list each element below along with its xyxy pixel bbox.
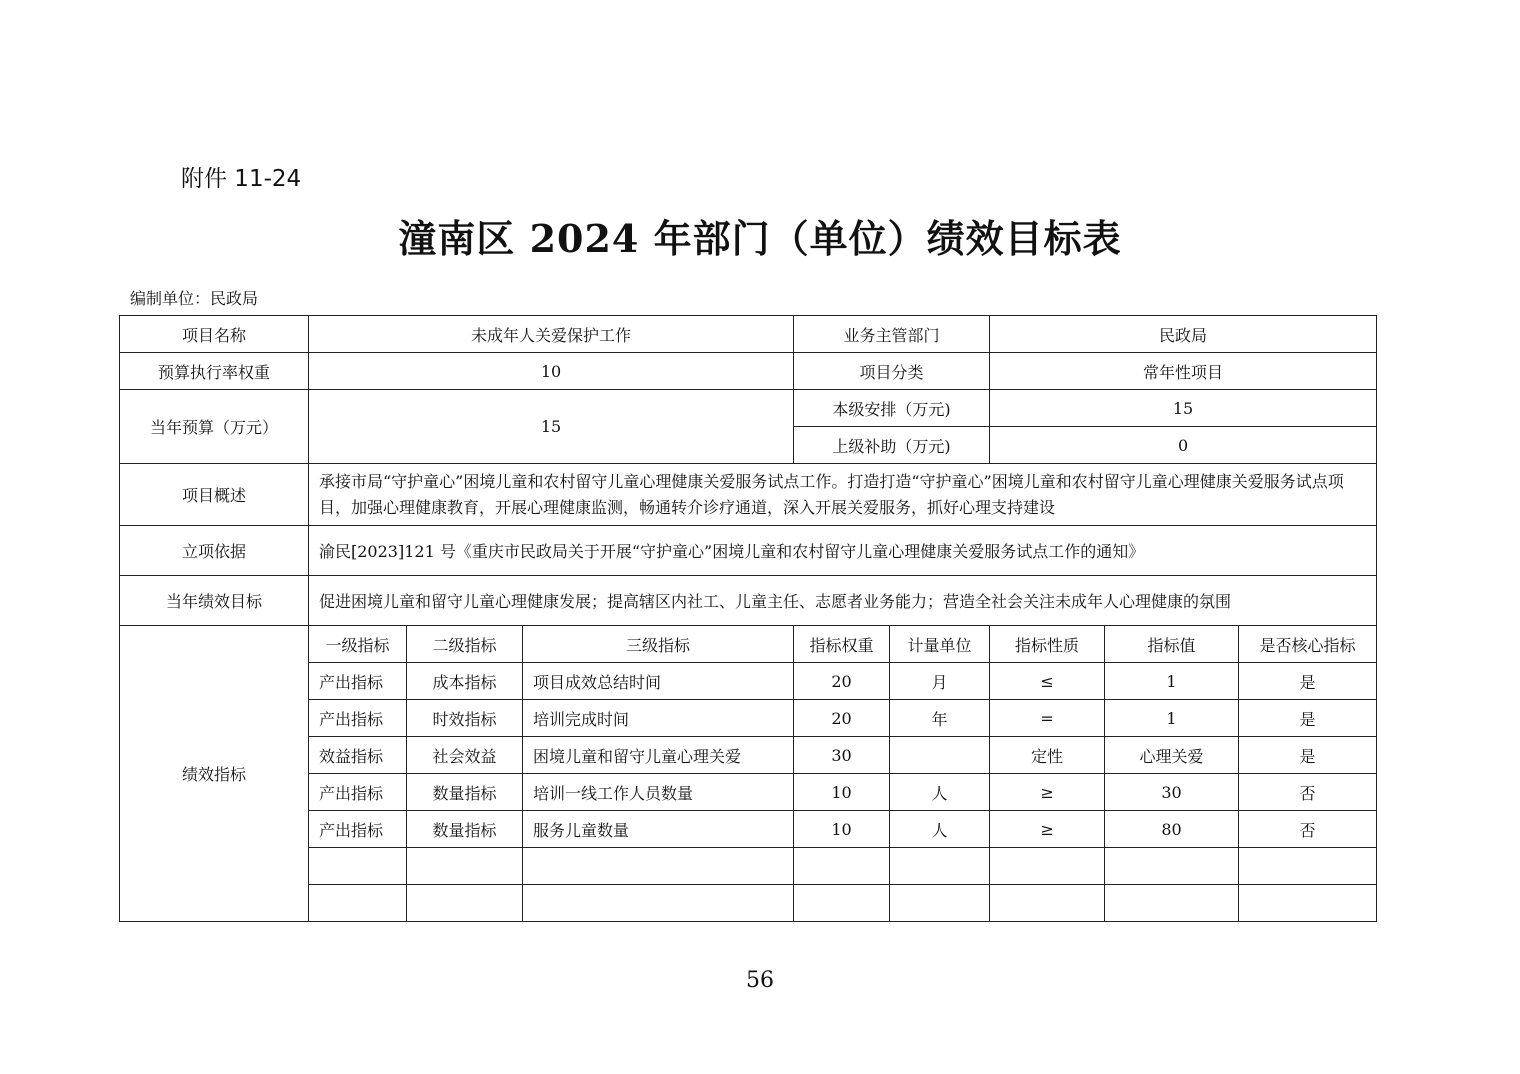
subsidy-label: 上级补助（万元) [794, 427, 990, 464]
dept-value: 民政局 [990, 316, 1377, 353]
row-goal [120, 576, 1377, 626]
local-value: 15 [990, 390, 1377, 427]
indicator-row [120, 700, 1377, 737]
indicator-blank-cell [990, 885, 1105, 922]
indicator-blank-cell [1239, 848, 1377, 885]
indicator-cell: 数量指标 [407, 811, 523, 848]
page-number: 56 [746, 968, 774, 993]
project-name-label: 项目名称 [120, 316, 309, 353]
budget-rate-label: 预算执行率权重 [120, 353, 309, 390]
indicator-cell: 月 [890, 663, 990, 700]
indicator-row [120, 774, 1377, 811]
indicator-blank-cell [407, 848, 523, 885]
row-annual-budget [120, 390, 1377, 427]
basis-label: 立项依据 [120, 526, 309, 576]
indicator-cell: 困境儿童和留守儿童心理关爱 [523, 737, 794, 774]
indicator-cell: 人 [890, 811, 990, 848]
indicator-cell: 人 [890, 774, 990, 811]
indicator-cell: 产出指标 [309, 663, 407, 700]
subsidy-value: 0 [990, 427, 1377, 464]
indicator-cell: ≤ [990, 663, 1105, 700]
project-name-value: 未成年人关爱保护工作 [309, 316, 794, 353]
indicator-column-header: 指标值 [1105, 626, 1239, 663]
indicator-blank-cell [407, 885, 523, 922]
indicator-cell: 培训一线工作人员数量 [523, 774, 794, 811]
performance-target-table [119, 315, 1377, 922]
indicator-blank-cell [523, 885, 794, 922]
indicator-blank-cell [990, 848, 1105, 885]
indicator-blank-row [120, 848, 1377, 885]
row-basis [120, 526, 1377, 576]
local-label: 本级安排（万元) [794, 390, 990, 427]
indicator-blank-cell [794, 848, 890, 885]
indicator-cell: 80 [1105, 811, 1239, 848]
indicator-blank-cell [523, 848, 794, 885]
indicator-cell: 产出指标 [309, 774, 407, 811]
indicator-blank-cell [890, 885, 990, 922]
indicator-blank-cell [309, 885, 407, 922]
indicator-cell: ≥ [990, 811, 1105, 848]
indicator-cell: 数量指标 [407, 774, 523, 811]
compiling-unit: 编制单位：民政局 [130, 289, 259, 308]
indicator-cell: 产出指标 [309, 700, 407, 737]
indicator-cell: 时效指标 [407, 700, 523, 737]
row-project-name [120, 316, 1377, 353]
indicator-blank-row [120, 885, 1377, 922]
indicator-blank-cell [794, 885, 890, 922]
indicator-cell: 项目成效总结时间 [523, 663, 794, 700]
row-budget-rate [120, 353, 1377, 390]
attachment-label: 附件 11-24 [181, 166, 302, 192]
indicator-blank-cell [1239, 885, 1377, 922]
indicator-cell: 30 [794, 737, 890, 774]
indicator-column-header: 计量单位 [890, 626, 990, 663]
page-title: 潼南区 2024 年部门（单位）绩效目标表 [398, 216, 1122, 261]
indicator-cell: 社会效益 [407, 737, 523, 774]
goal-label: 当年绩效目标 [120, 576, 309, 626]
indicator-row [120, 663, 1377, 700]
indicator-blank-cell [309, 848, 407, 885]
indicators-label: 绩效指标 [120, 626, 309, 922]
indicator-cell: 否 [1239, 774, 1377, 811]
indicator-column-header: 二级指标 [407, 626, 523, 663]
row-overview [120, 464, 1377, 526]
indicator-row [120, 737, 1377, 774]
indicator-cell: 心理关爱 [1105, 737, 1239, 774]
indicator-column-header: 三级指标 [523, 626, 794, 663]
indicator-column-header: 一级指标 [309, 626, 407, 663]
indicator-column-header: 指标权重 [794, 626, 890, 663]
indicator-cell: 30 [1105, 774, 1239, 811]
indicator-cell: 是 [1239, 663, 1377, 700]
indicator-cell: 成本指标 [407, 663, 523, 700]
indicator-cell: ≥ [990, 774, 1105, 811]
indicator-cell: 产出指标 [309, 811, 407, 848]
indicator-blank-cell [1105, 848, 1239, 885]
budget-rate-value: 10 [309, 353, 794, 390]
indicator-cell: = [990, 700, 1105, 737]
indicator-cell: 定性 [990, 737, 1105, 774]
annual-budget-label: 当年预算（万元） [120, 390, 309, 464]
indicator-cell: 20 [794, 663, 890, 700]
indicator-cell: 年 [890, 700, 990, 737]
indicator-cell: 服务儿童数量 [523, 811, 794, 848]
indicator-cell: 否 [1239, 811, 1377, 848]
indicator-header-row [120, 626, 1377, 663]
indicator-column-header: 指标性质 [990, 626, 1105, 663]
indicator-cell: 是 [1239, 737, 1377, 774]
category-value: 常年性项目 [990, 353, 1377, 390]
indicator-cell: 1 [1105, 663, 1239, 700]
category-label: 项目分类 [794, 353, 990, 390]
goal-text: 促进困境儿童和留守儿童心理健康发展；提高辖区内社工、儿童主任、志愿者业务能力；营造全社会关注未成年人心理健康的氛围 [309, 576, 1377, 626]
indicator-cell: 10 [794, 774, 890, 811]
indicator-blank-cell [890, 848, 990, 885]
dept-label: 业务主管部门 [794, 316, 990, 353]
indicator-cell: 培训完成时间 [523, 700, 794, 737]
indicator-cell: 1 [1105, 700, 1239, 737]
indicator-cell: 10 [794, 811, 890, 848]
overview-text: 承接市局“守护童心”困境儿童和农村留守儿童心理健康关爱服务试点工作。打造打造“守护童心”困境儿童和农村留守儿童心理健康关爱服务试点项目，加强心理健康教育，开展心理健康监测，畅通转介诊疗通道，深入开展关爱服务，抓好心理支持建设 [309, 464, 1377, 526]
indicator-blank-cell [1105, 885, 1239, 922]
indicator-row [120, 811, 1377, 848]
indicator-cell: 是 [1239, 700, 1377, 737]
basis-text: 渝民[2023]121 号《重庆市民政局关于开展“守护童心”困境儿童和农村留守儿童心理健康关爱服务试点工作的通知》 [309, 526, 1377, 576]
overview-label: 项目概述 [120, 464, 309, 526]
indicator-column-header: 是否核心指标 [1239, 626, 1377, 663]
indicator-cell [890, 737, 990, 774]
indicator-cell: 20 [794, 700, 890, 737]
indicator-cell: 效益指标 [309, 737, 407, 774]
annual-budget-value: 15 [309, 390, 794, 464]
